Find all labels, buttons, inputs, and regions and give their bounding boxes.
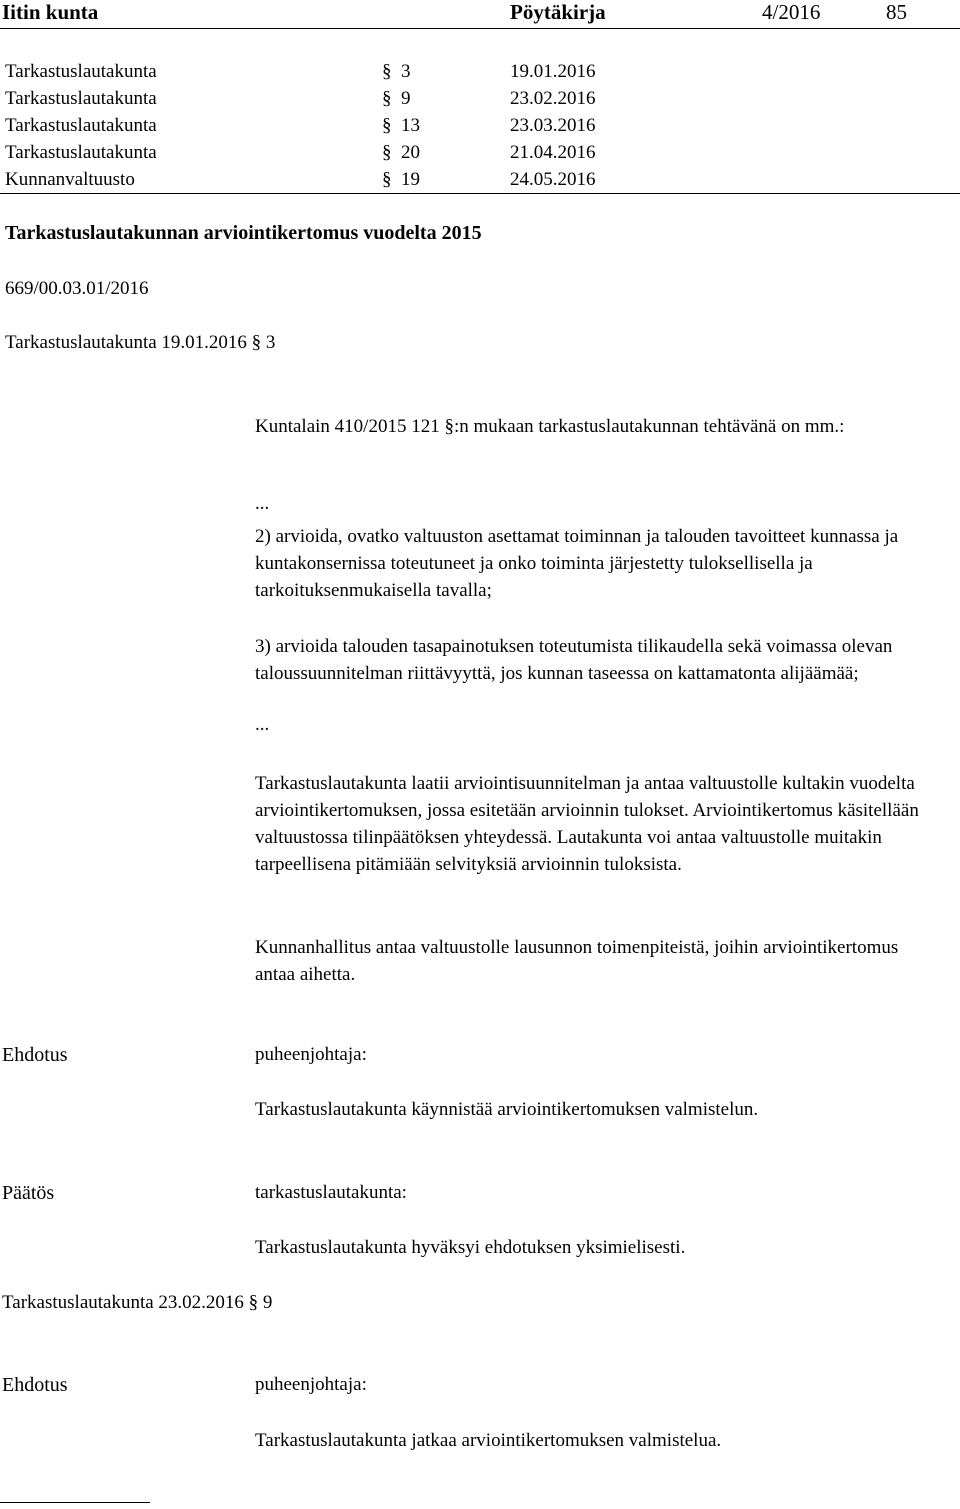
proposal-label: Ehdotus (2, 1044, 68, 1066)
document-type: Pöytäkirja (510, 0, 606, 24)
page-number: 85 (886, 0, 907, 24)
duty-item-2: 2) arvioida, ovatko valtuuston asettamat toiminnan ja talouden tavoitteet kunnassa ja kuntakonsernissa toteutuneet ja onko toiminta järjestetty tuloksellisella ja tarkoituksenmukaisella tavalla; (255, 526, 899, 601)
meeting-row (0, 85, 960, 112)
meeting-section: 20 (401, 142, 420, 163)
meeting-date: 24.05.2016 (510, 169, 596, 190)
meeting-body: Tarkastuslautakunta (5, 88, 157, 109)
section-sign: § (382, 142, 392, 163)
meeting-row (0, 112, 960, 139)
meeting-date: 23.03.2016 (510, 115, 596, 136)
meeting-section: 3 (401, 61, 411, 82)
proposer: puheenjohtaja: (255, 1044, 367, 1065)
meeting-row (0, 139, 960, 166)
decision-label: Päätös (2, 1182, 55, 1204)
meeting-reference: Tarkastuslautakunta 19.01.2016 § 3 (5, 332, 276, 353)
section-sign: § (382, 115, 392, 136)
proposal-text: Tarkastuslautakunta jatkaa arviointikertomuksen valmistelua. (255, 1430, 722, 1451)
ellipsis: ... (255, 493, 270, 514)
section-sign: § (382, 169, 392, 190)
meeting-date: 23.02.2016 (510, 88, 596, 109)
page-header (0, 0, 960, 29)
meeting-body: Tarkastuslautakunta (5, 115, 157, 136)
meeting-body: Tarkastuslautakunta (5, 142, 157, 163)
meeting-section: 19 (401, 169, 420, 190)
ellipsis: ... (255, 714, 270, 735)
meeting-section: 9 (401, 88, 411, 109)
decision-text: Tarkastuslautakunta hyväksyi ehdotuksen yksimielisesti. (255, 1237, 686, 1258)
meeting-body: Kunnanvaltuusto (5, 169, 135, 190)
document-number: 4/2016 (762, 0, 821, 24)
meeting-reference: Tarkastuslautakunta 23.02.2016 § 9 (2, 1292, 273, 1313)
meeting-date: 21.04.2016 (510, 142, 596, 163)
paragraph-evaluation-plan: Tarkastuslautakunta laatii arviointisuunnitelman ja antaa valtuustolle kultakin vuodelta arviointikertomuksen, jossa esitetään arvioinnin tulokset. Arviointikertomus käsitellään valtuustossa tilinpäätöksen yhteydessä. Lautakunta voi antaa valtuustolle muitakin tarpeellisena pitämiään selvityksiä arvioinnin tuloksista. (255, 773, 919, 875)
meeting-date: 19.01.2016 (510, 61, 596, 82)
proposal-text: Tarkastuslautakunta käynnistää arviointikertomuksen valmistelun. (255, 1099, 759, 1120)
proposer: puheenjohtaja: (255, 1374, 367, 1395)
footnote-rule (0, 1502, 150, 1503)
meeting-section: 13 (401, 115, 420, 136)
agenda-item-title: Tarkastuslautakunnan arviointikertomus vuodelta 2015 (5, 222, 482, 244)
section-sign: § (382, 88, 392, 109)
municipality-name: Iitin kunta (2, 0, 99, 24)
proposal-label: Ehdotus (2, 1374, 68, 1396)
decider: tarkastuslautakunta: (255, 1182, 407, 1203)
meeting-body: Tarkastuslautakunta (5, 61, 157, 82)
law-intro: Kuntalain 410/2015 121 §:n mukaan tarkastuslautakunnan tehtävänä on mm.: (255, 416, 845, 437)
record-number: 669/00.03.01/2016 (5, 278, 149, 299)
duty-item-3: 3) arvioida talouden tasapainotuksen toteutumista tilikaudella sekä voimassa olevan taloussuunnitelman riittävyyttä, jos kunnan taseessa on kattamatonta alijäämää; (255, 636, 893, 684)
meeting-row (0, 58, 960, 85)
meeting-row (0, 166, 960, 193)
section-sign: § (382, 61, 392, 82)
paragraph-board-statement: Kunnanhallitus antaa valtuustolle lausunnon toimenpiteistä, joihin arviointikertomus antaa aihetta. (255, 937, 899, 985)
meeting-history-table (0, 58, 960, 194)
